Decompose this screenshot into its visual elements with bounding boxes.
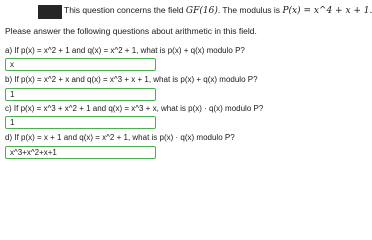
answer-c-input[interactable] <box>5 116 156 129</box>
redacted-box <box>38 5 62 19</box>
question-c-q: , what is p(x) · q(x) modulo P? <box>156 104 264 113</box>
question-b-p: If p(x) = x^2 + x and q(x) = x^3 + x + 1 <box>14 75 149 84</box>
answer-a-input[interactable] <box>5 58 156 71</box>
question-c-p: If p(x) = x^3 + x^2 + 1 and q(x) = x^3 + x <box>13 104 157 113</box>
question-a-p: If p(x) = x^2 + 1 and q(x) = x^2 + 1 <box>14 46 137 55</box>
modulus-polynomial: P(x) = x^4 + x + 1. <box>282 6 372 16</box>
answer-d-input[interactable] <box>5 146 156 159</box>
question-d-q: , what is p(x) · q(x) modulo P? <box>127 133 235 142</box>
question-d: d) If p(x) = x + 1 and q(x) = x^2 + 1, what is p(x) · q(x) modulo P? <box>5 133 235 142</box>
field-name: GF(16) <box>185 6 218 16</box>
question-intro: This question concerns the field GF(16). The modulus is P(x) = x^4 + x + 1. <box>64 5 372 16</box>
question-b-q: , what is p(x) + q(x) modulo P? <box>148 75 258 84</box>
answer-b-input[interactable] <box>5 88 156 101</box>
question-a: a) If p(x) = x^2 + 1 and q(x) = x^2 + 1, what is p(x) + q(x) modulo P? <box>5 46 245 55</box>
question-a-q: , what is p(x) + q(x) modulo P? <box>136 46 245 55</box>
question-b: b) If p(x) = x^2 + x and q(x) = x^3 + x + 1, what is p(x) + q(x) modulo P? <box>5 75 258 84</box>
question-c: c) If p(x) = x^3 + x^2 + 1 and q(x) = x^3 + x, what is p(x) · q(x) modulo P? <box>5 104 264 113</box>
instructions: Please answer the following questions about arithmetic in this field. <box>5 26 257 36</box>
question-d-p: If p(x) = x + 1 and q(x) = x^2 + 1 <box>14 133 128 142</box>
